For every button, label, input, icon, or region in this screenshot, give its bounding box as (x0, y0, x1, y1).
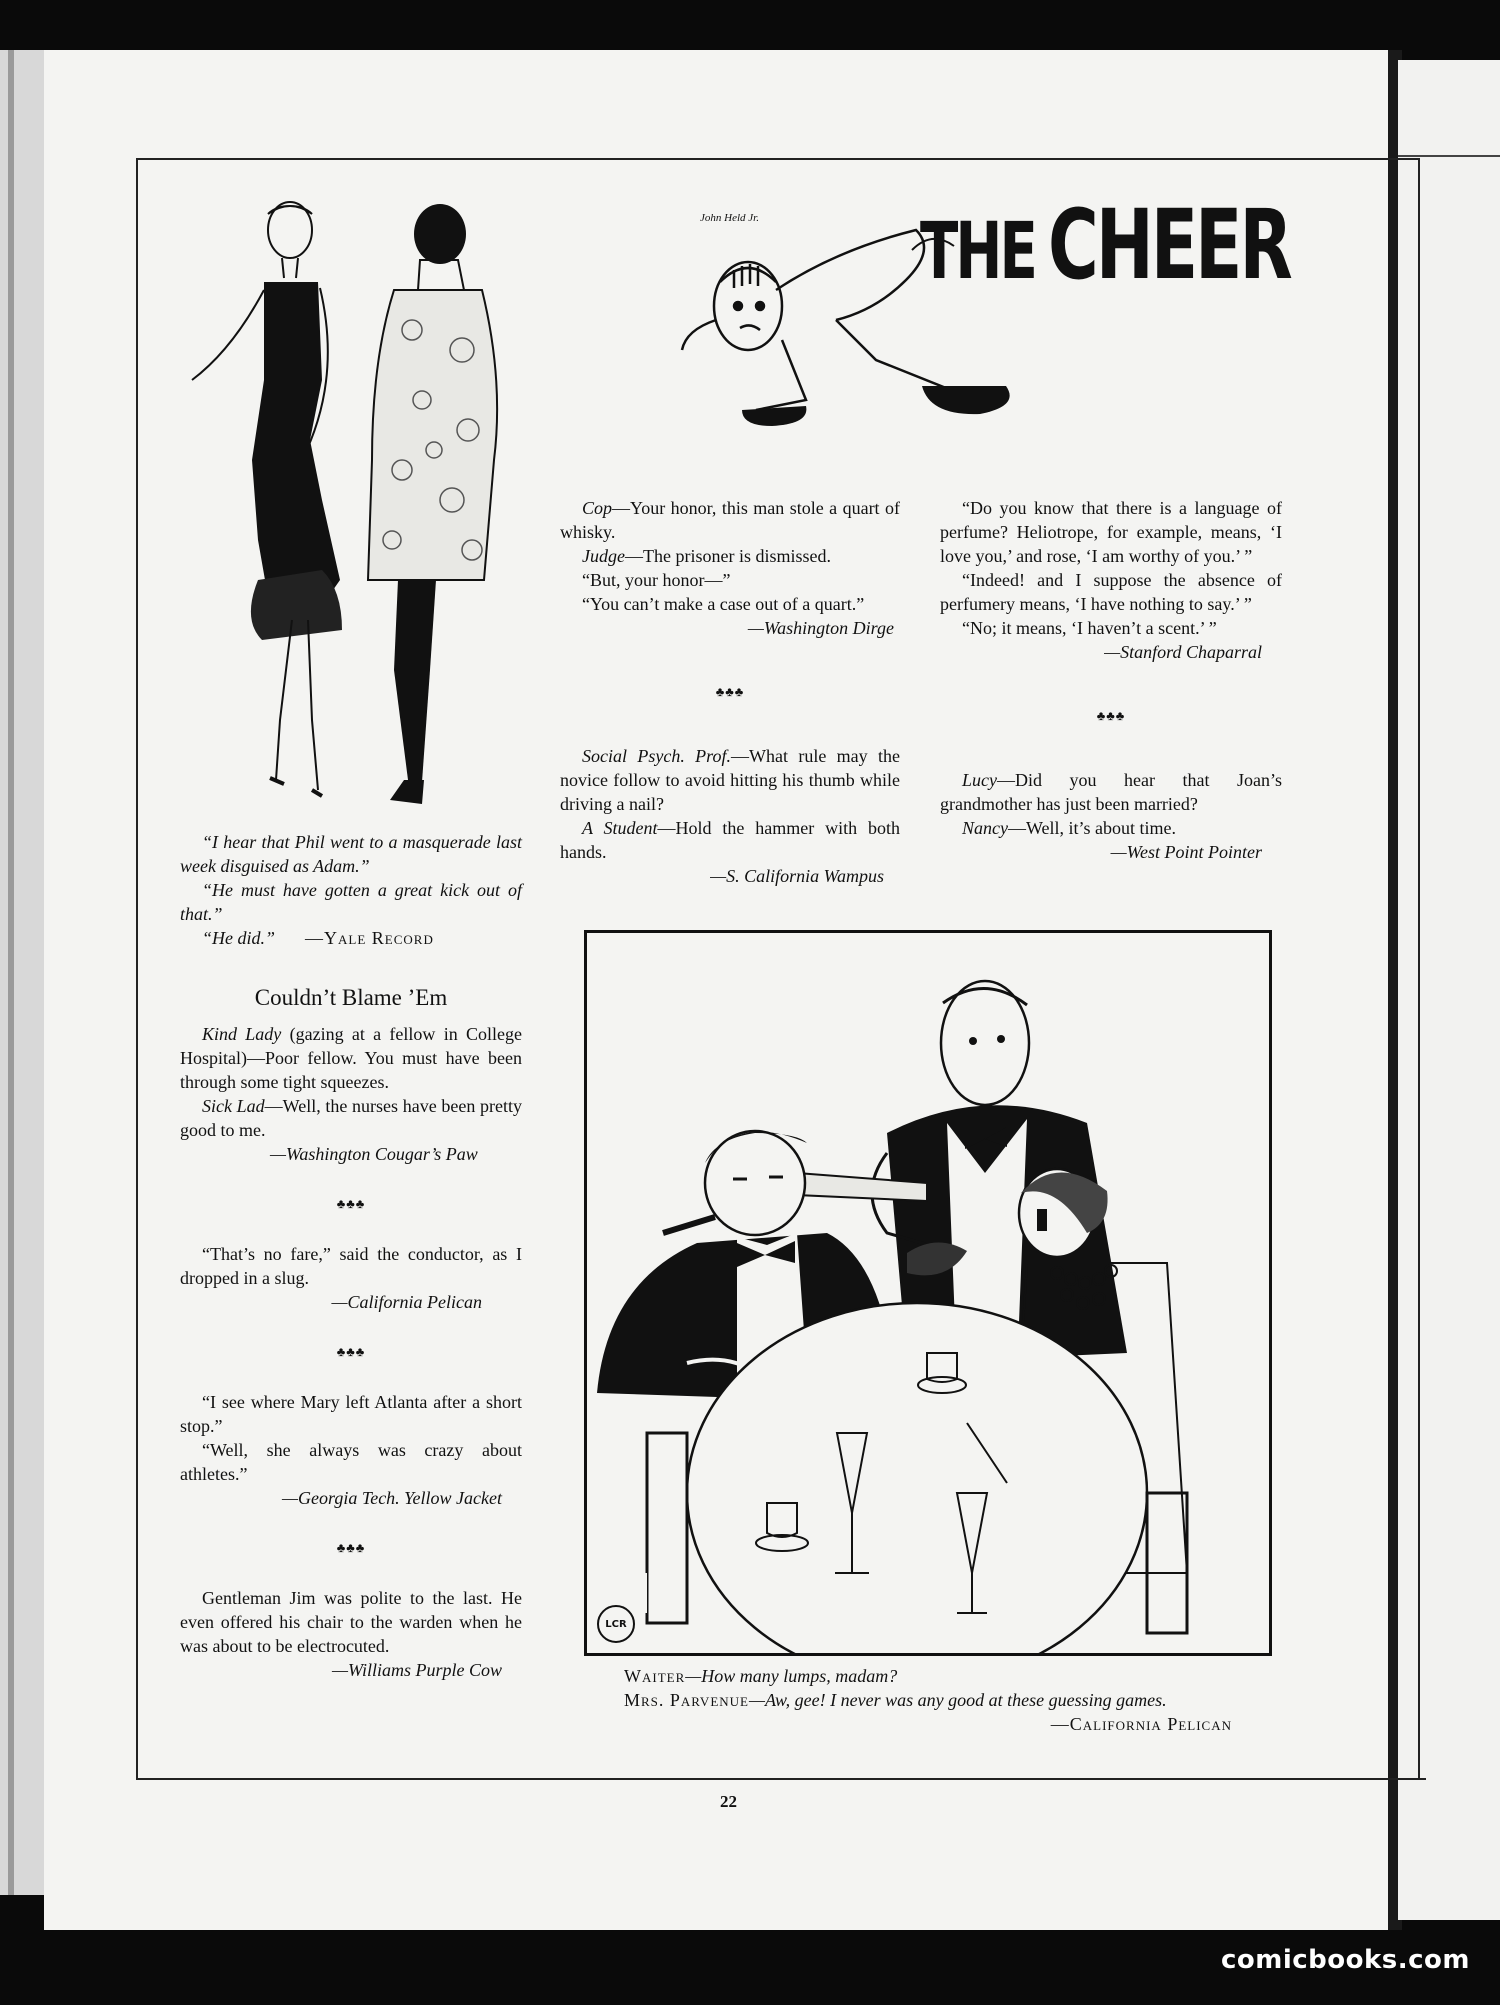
speaker-sick-lad: Sick Lad (202, 1096, 265, 1116)
site-watermark[interactable]: comicbooks.com (1220, 1945, 1470, 1975)
joke-whisky-text2: —The prisoner is dismissed. (624, 546, 831, 566)
joke-whisky-line3: “But, your honor—” (582, 570, 731, 590)
separator: ♣♣♣ (1096, 708, 1126, 723)
joke-whisky-line1 (560, 496, 900, 544)
right-column (940, 496, 1282, 864)
joke-grandmother-text2: —Well, it’s about time. (1007, 818, 1177, 838)
speaker-lucy: Lucy (962, 770, 997, 790)
joke-perfume-line3: “No; it means, ‘I haven’t a scent.’ ” (962, 618, 1217, 638)
middle-column (560, 496, 900, 888)
speaker-nancy: Nancy (962, 818, 1008, 838)
attribution-washington-dirge: —Washington Dirge (747, 618, 894, 638)
joke-atlanta-line2: “Well, she always was crazy about athletes.” (180, 1440, 522, 1484)
joke-fare-line1: “That’s no fare,” said the conductor, as I dropped in a slug. (180, 1244, 522, 1288)
joke-grandmother-text1: —Did you hear that Joan’s grandmother has just been married? (940, 770, 1282, 814)
caption-waiter-text: —How many lumps, madam? (685, 1666, 898, 1686)
title-main: CHEER (1048, 189, 1290, 301)
attribution-cougars-paw: —Washington Cougar’s Paw (270, 1144, 478, 1164)
joke-hospital-text2: —Well, the nurses have been pretty good to me. (180, 1096, 522, 1140)
caption-parvenue-line (602, 1688, 1262, 1712)
caption-parvenue-text: —Aw, gee! I never was any good at these guessing games. (748, 1690, 1167, 1710)
speaker-waiter: Waiter (624, 1666, 686, 1686)
separator: ♣♣♣ (715, 684, 745, 699)
joke-hammer-text2: —Hold the hammer with both hands. (560, 818, 901, 862)
speaker-student: A Student (582, 818, 658, 838)
joke-adam-line3-text: “He did.” (202, 928, 276, 948)
joke-hammer-line1 (560, 744, 900, 816)
spine-stripe (8, 50, 14, 1895)
separator: ♣♣♣ (336, 1540, 366, 1555)
joke-whisky-line2 (560, 544, 900, 568)
attribution-stanford-chaparral: —Stanford Chaparral (1104, 642, 1262, 662)
joke-hospital-line2 (180, 1094, 522, 1142)
attribution-purple-cow: —Williams Purple Cow (331, 1660, 502, 1680)
cartoon-panel (584, 930, 1272, 1656)
attribution-cartoon-pelican: —California Pelican (1050, 1714, 1232, 1734)
page-number: 22 (720, 1792, 737, 1811)
bottom-rule (136, 1778, 1426, 1780)
joke-grandmother-line1 (940, 768, 1282, 816)
joke-adam-line1: “I hear that Phil went to a masquerade last week disguised as Adam.” (180, 832, 522, 876)
joke-perfume-line2: “Indeed! and I suppose the absence of perfumery means, ‘I have nothing to say.’ ” (940, 570, 1282, 614)
joke-grandmother-line2 (940, 816, 1282, 840)
section-title (920, 189, 1290, 330)
caption-waiter-line (602, 1664, 1262, 1688)
attribution-yale-record: —Yale Record (305, 928, 434, 948)
speaker-judge: Judge (582, 546, 625, 566)
joke-atlanta-line1: “I see where Mary left Atlanta after a short stop.” (180, 1392, 522, 1436)
left-column (180, 830, 522, 1682)
facing-page-rule (1398, 155, 1500, 157)
joke-whisky-text1: —Your honor, this man stole a quart of whisky. (560, 498, 900, 542)
joke-adam-line3 (180, 926, 522, 950)
joke-gentleman-jim: Gentleman Jim was polite to the last. He even offered his chair to the warden when he was about to be electrocuted. (180, 1588, 522, 1656)
separator: ♣♣♣ (336, 1344, 366, 1359)
separator: ♣♣♣ (336, 1196, 366, 1211)
speaker-cop: Cop (582, 498, 613, 518)
joke-adam-line2: “He must have gotten a great kick out of that.” (180, 880, 522, 924)
joke-hammer-text1: —What rule may the novice follow to avoid hitting his thumb while driving a nail? (560, 746, 900, 814)
attribution-california-pelican: —California Pelican (331, 1292, 482, 1312)
attribution-yellow-jacket: —Georgia Tech. Yellow Jacket (282, 1488, 502, 1508)
joke-hammer-line2 (560, 816, 900, 864)
restaurant-cartoon (587, 933, 1269, 1653)
joke-whisky-line4: “You can’t make a case out of a quart.” (582, 594, 865, 614)
title-the: THE (920, 207, 1036, 297)
artist-monogram: LCR (597, 1605, 635, 1643)
joke-perfume-line1: “Do you know that there is a language of perfume? Heliotrope, for example, means, ‘I love you,’ and rose, ‘I am worthy of you.’ ” (940, 498, 1282, 566)
joke-hospital-line1 (180, 1022, 522, 1094)
heading-couldnt-blame: Couldn’t Blame ’Em (254, 985, 448, 1010)
joke-hospital-text1: (gazing at a fellow in College Hospital)—Poor fellow. You must have been through some tight squeezes. (180, 1024, 522, 1092)
speaker-mrs-parvenue: Mrs. Parvenue (624, 1690, 749, 1710)
attribution-wampus: —S. California Wampus (710, 866, 884, 886)
cartoon-caption (602, 1664, 1262, 1736)
speaker-psych-prof: Social Psych. Prof. (582, 746, 731, 766)
speaker-kind-lady: Kind Lady (202, 1024, 282, 1044)
flappers-illustration (172, 200, 532, 820)
attribution-west-point-pointer: —West Point Pointer (1110, 842, 1262, 862)
artist-signature: John Held Jr. (700, 212, 759, 224)
